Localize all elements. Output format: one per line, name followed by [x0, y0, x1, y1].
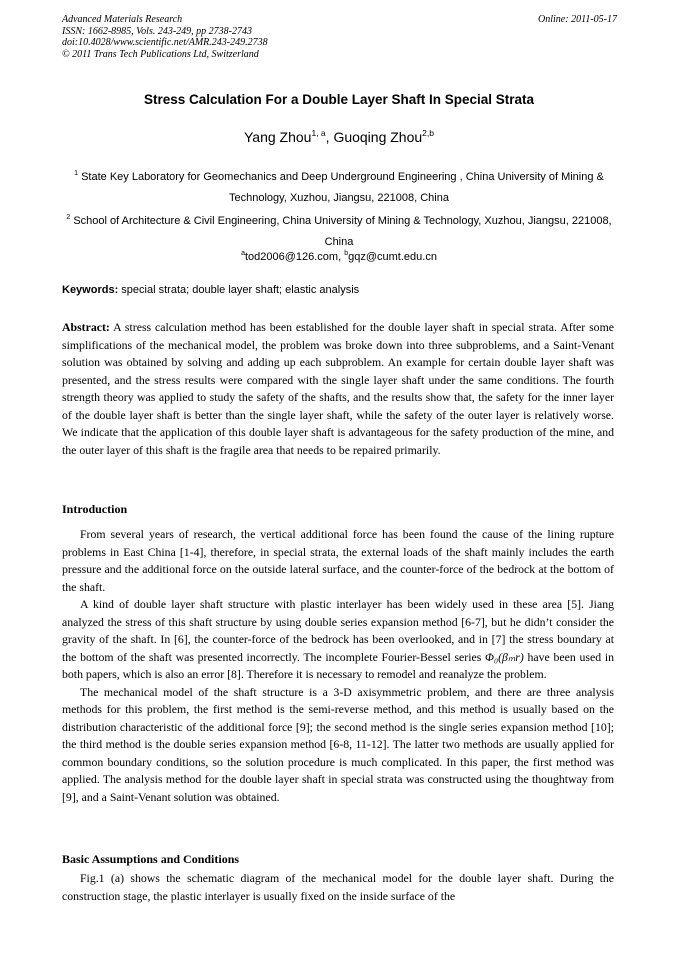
- keywords-label: Keywords:: [62, 284, 119, 296]
- abstract: [62, 319, 614, 459]
- keywords-text: special strata; double layer shaft; elastic analysis: [118, 284, 360, 296]
- intro-paragraph-3: The mechanical model of the shaft structure is a 3-D axisymmetric problem, and there are three analysis methods for this problem, the first method is the semi-reverse method, and this method is usually based on the distribution characteristic of the additional force [9]; the second method is the single series expansion method [10]; the third method is the double series expansion method [6-8, 11-12]. The latter two methods are usually applied for common boundary conditions, so the solution procedure is much complicated. In this paper, the first method was applied. The analysis method for the double layer shaft in special strata was constructed using the thoughtway from [9], and a Saint-Venant solution was obtained.: [62, 684, 614, 804]
- basic-paragraph-1: Fig.1 (a) shows the schematic diagram of the mechanical model for the double layer shaft. During the construction stage, the plastic interlayer is usually fixed on the inside surface of the: [62, 871, 614, 903]
- affiliation-2-text: School of Architecture & Civil Engineering, China University of Mining & Technology, Xuzhou, Jiangsu, 221008, China: [73, 215, 612, 248]
- email-b-sup: b: [344, 250, 349, 257]
- online-date: Online: 2011-05-17: [538, 14, 617, 25]
- issn-line: ISSN: 1662-8985, Vols. 243-249, pp 2738-2743: [62, 25, 252, 37]
- basic-assumptions-body: [62, 870, 614, 905]
- keywords: [62, 284, 617, 296]
- author-1-sup: 1, a: [311, 128, 326, 138]
- affiliation-1-text: State Key Laboratory for Geomechanics and Deep Underground Engineering , China University of Mining & Technology, Xuzhou, Jiangsu, 221008, China: [81, 171, 604, 204]
- author-2: Guoqing Zhou: [333, 129, 423, 145]
- copyright-line: © 2011 Trans Tech Publications Ltd, Switzerland: [62, 48, 259, 60]
- doi-line: doi:10.4028/www.scientific.net/AMR.243-249.2738: [62, 37, 268, 48]
- author-2-sup: 2,b: [422, 128, 434, 138]
- email-line: [40, 250, 638, 263]
- affiliation-2-number: 2: [66, 214, 71, 221]
- email-a: tod2006@126.com,: [244, 251, 345, 263]
- abstract-paragraph: [62, 319, 614, 459]
- author-1: Yang Zhou: [244, 129, 312, 145]
- author-line: [40, 128, 638, 145]
- affiliation-1-number: 1: [74, 170, 79, 177]
- email-a-sup: a: [241, 250, 245, 257]
- affiliation-2: [62, 207, 616, 253]
- intro-paragraph-2: [62, 596, 614, 684]
- fourier-bessel-symbol: Φ₀(βₘr): [485, 649, 524, 664]
- intro-paragraph-2a: A kind of double layer shaft structure with plastic interlayer has been widely used in these area [5]. Jiang analyzed the stress of this shaft structure by using double series expansion method [6-7], but he didn’t consider the gravity of the shaft. In [6], the counter-force of the bedrock has been overlooked, and in [7] the stress boundary at the bottom of the shaft was presented incorrectly. The incomplete Fourier-Bessel series: [62, 597, 614, 664]
- intro-paragraph-1: From several years of research, the vertical additional force has been found the cause of the lining rupture problems in East China [1-4], therefore, in special strata, the external loads of the shaft mainly includes the earth pressure and the additional force on the outside lateral surface, and the counter-force of the bedrock at the bottom of the shaft.: [62, 527, 614, 594]
- introduction-body: [62, 526, 614, 806]
- basic-assumptions-heading: Basic Assumptions and Conditions: [62, 852, 240, 866]
- intro-paragraph-2b: have been used in both papers, which is also an error [8]. Therefore it is necessary to remodel and reanalyze the problem.: [62, 649, 614, 681]
- abstract-text: A stress calculation method has been established for the double layer shaft in special strata. After some simplifications of the mechanical model, the problem was broke down into three subproblems, and a Saint-Venant solution was obtained by solving and adding up each subproblem. An example for certain double layer shaft was presented, and the stress results were compared with the single layer shaft under the same conditions. The fourth strength theory was applied to study the safety of the shafts, and the results show that, the safety for the inner layer of the double layer shaft is better than the single layer shaft, while the safety of the outer layer is relatively worse. We indicate that the application of this double layer shaft is advantageous for the safety production of the mine, and the outer layer of this shaft is the fragile area that needs to be repaired primarily.: [62, 320, 614, 457]
- paper-title: Stress Calculation For a Double Layer Shaft In Special Strata: [143, 92, 535, 107]
- affiliation-1: [62, 163, 616, 209]
- abstract-label: Abstract:: [62, 320, 110, 334]
- introduction-heading: Introduction: [62, 502, 128, 516]
- author-separator: ,: [325, 129, 334, 145]
- email-b: gqz@cumt.edu.cn: [348, 251, 437, 263]
- journal-header: [62, 14, 617, 60]
- journal-name: Advanced Materials Research: [62, 14, 183, 25]
